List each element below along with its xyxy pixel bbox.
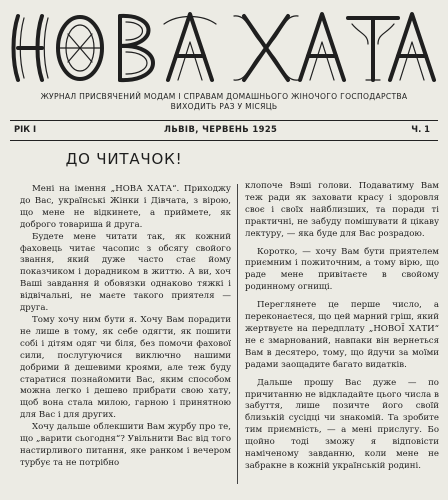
paragraph: Будете мене читати так, як кожний фаховець читає часопис з обсягу свойого звання, який дуже часто стає йому показчиком і дорадником в життю. А ви, хоч Ваші завдання й обовязки однаково тяжкі і відвічальні, не маєте такого приятеля — друга. (20, 231, 231, 314)
issue-number: Ч. 1 (411, 124, 430, 134)
subtitle-line-2: ВИХОДИТЬ РАЗ У МІСЯЦЬ (170, 102, 278, 111)
masthead (8, 4, 440, 90)
issue-year: РІК І (14, 124, 37, 134)
bottom-rule (10, 140, 438, 141)
paragraph: Коротко, — хочу Вам бути приятелем приємним і пожиточним, а тому вірю, що раде мене привітаєте в свойому родинному огнищі. (245, 246, 439, 293)
subtitle-line-1: ЖУРНАЛ ПРИСВЯЧЕНИЙ МОДАМ І СПРАВАМ ДОМАШНЬОГО ЖІНОЧОГО ГОСПОДАРСТВА (40, 92, 408, 101)
top-rule (10, 120, 438, 121)
paragraph: Дальше прошу Вас дуже — по причитанню не відкладайте цього числа в забуття, лише позичте його своїй близькій сусідці чи знакомій. Та зробите тим приємність, — а мені прислугу. Бо щойно тоді зможу я відповісти наміченому завданню, коли мене не забракне в кожній українській родині. (245, 377, 439, 471)
column-divider (237, 184, 238, 484)
article-left-column (20, 184, 231, 470)
article-right-column (245, 181, 439, 473)
article-heading: ДО ЧИТАЧОК! (65, 150, 183, 168)
masthead-subtitle (20, 92, 428, 112)
paragraph: клопоче Вэші голови. Подаватиму Вам теж ради як заховати красу і здоровля своє і своїх найблизших, та поради ті практичні, не забуду помішувати й цікаву лектуру, — яка буде для Вас розрадою. (245, 181, 439, 239)
paragraph: Хочу дальше облекшити Вам журбу про те, що „варити сьогодня“? Увільнити Вас від того настирливого питання, яке ранком і вечером турбує та не потрібно (20, 422, 231, 468)
masthead-logo (8, 4, 440, 90)
paragraph: Тому хочу ним бути я. Хочу Вам порадити не лише в тому, як себе одягти, як пошити собі і дітям одяг чи біля, без помочи фахової сили, послугуючися виключно нашими добрими й дешевими кроями, але теж буду старатися познайомити Вас, яким способом можна легко і дешево прибрати свою хату, щоб вона стала милою, гарною і принятною для Вас і для других. (20, 314, 231, 421)
issue-place-date: ЛЬВІВ, ЧЕРВЕНЬ 1925 (164, 124, 278, 134)
paragraph: Переглянете це перше число, а переконаєтеся, що цей марний гріш, який жертвуєте на передплату „НОВОЇ ХАТИ“ не є змарнований, навпаки він вернеться Вам в десятеро, тому, що йдучи за моїми радами заощадите багато видатків. (245, 300, 439, 370)
paragraph: Мені на імення „НОВА ХАТА“. Приходжу до Вас, українські Жінки і Дівчата, з вірою, що мене не відкинете, а приймете, як доброго товариша й друга. (20, 184, 231, 230)
issue-line (12, 124, 436, 136)
